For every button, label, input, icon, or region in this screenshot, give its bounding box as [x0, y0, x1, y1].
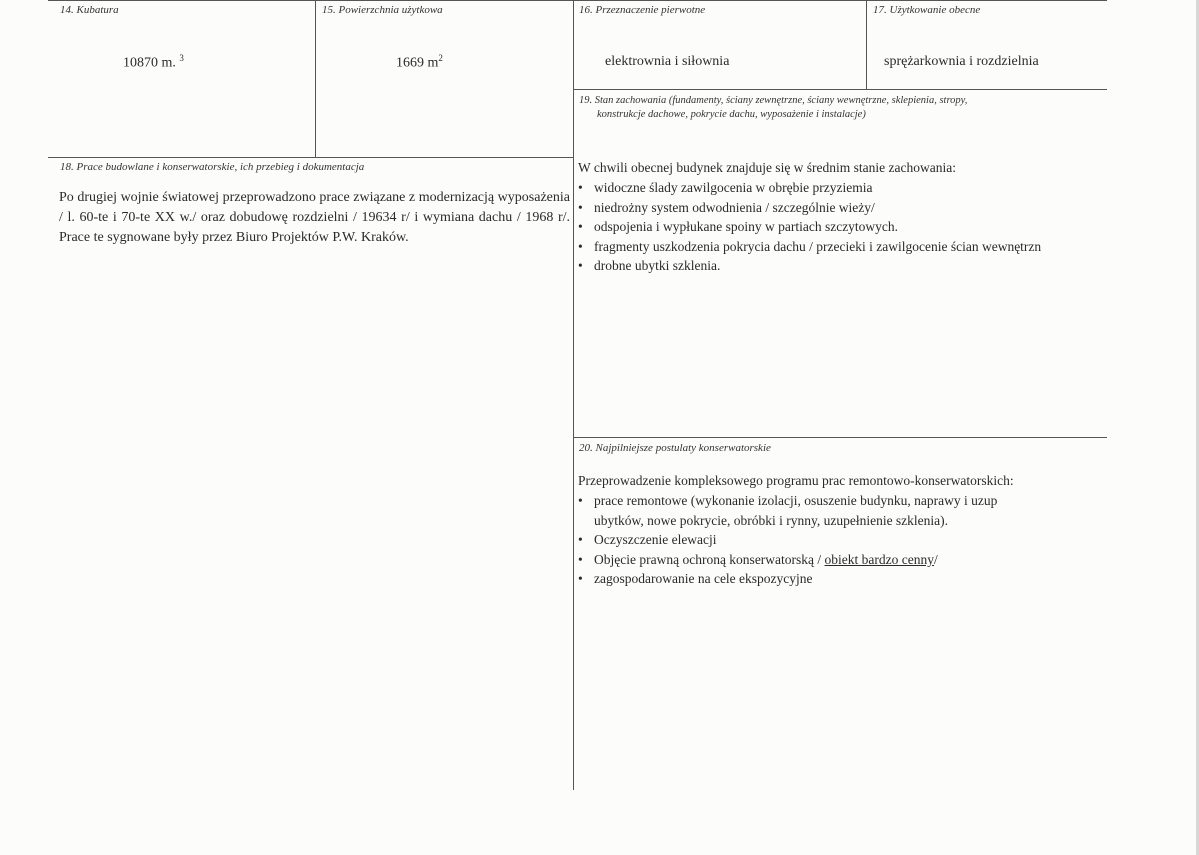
- field-20-label: 20. Najpilniejsze postulaty konserwatorskie: [579, 442, 771, 454]
- field-19-label-line1: 19. Stan zachowania (fundamenty, ściany zewnętrzne, ściany wewnętrzne, sklepienia, stropy,: [579, 95, 968, 106]
- field-16-label: 16. Przeznaczenie pierwotne: [579, 4, 706, 16]
- state-list: [574, 178, 1106, 276]
- state-item: • niedrożny system odwodnienia / szczególnie wieży/: [574, 198, 1106, 218]
- divider-14-15: [315, 0, 316, 157]
- postulate-item: [574, 491, 1106, 530]
- postulate-item-3-text: Objęcie prawną ochroną konserwatorską /: [594, 551, 825, 567]
- state-item: • fragmenty uszkodzenia pokrycia dachu / przecieki i zawilgocenie ścian wewnętrzn: [574, 237, 1106, 257]
- postulate-item: • Oczyszczenie elewacji: [574, 530, 1106, 550]
- postulates-intro: Przeprowadzenie kompleksowego programu prac remontowo-konserwatorskich:: [578, 473, 1014, 488]
- state-item: • drobne ubytki szklenia.: [574, 256, 1106, 276]
- divider-main: [573, 0, 574, 790]
- field-15-value: [396, 53, 443, 72]
- field-15-label: 15. Powierzchnia użytkowa: [322, 4, 443, 16]
- top-border: [48, 0, 1107, 1]
- kubatura-value: 10870 m.: [123, 55, 176, 71]
- field-16-value: elektrownia i siłownia: [605, 54, 730, 69]
- field-17-value: sprężarkownia i rozdzielnia: [884, 54, 1039, 69]
- divider-16-17: [866, 0, 867, 89]
- kubatura-unit-sup: 3: [179, 53, 184, 63]
- state-intro: W chwili obecnej budynek znajduje się w średnim stanie zachowania:: [578, 160, 956, 175]
- field-17-label: 17. Użytkowanie obecne: [873, 4, 981, 16]
- rule-above-19: [573, 89, 1107, 90]
- field-18-text: Po drugiej wojnie światowej przeprowadzono prace związane z modernizacją wyposażenia / l. 60-te i 70-te XX w./ oraz dobudowę rozdzielni / 19634 r/ i wymiana dachu / 1968 r/. Prace te sygnowane były przez Biuro Projektów P.W. Kraków.: [59, 190, 570, 245]
- postulate-item-3-end: /: [934, 551, 938, 567]
- area-unit-sup: 2: [438, 53, 443, 63]
- state-item: • widoczne ślady zawilgocenia w obrębie przyziemia: [574, 178, 1106, 198]
- postulate-item: [574, 550, 1106, 570]
- field-18-label: 18. Prace budowlane i konserwatorskie, ich przebieg i dokumentacja: [60, 161, 365, 173]
- field-14-value: [123, 53, 184, 72]
- postulate-item: • zagospodarowanie na cele ekspozycyjne: [574, 569, 1106, 589]
- rule-above-18: [48, 157, 573, 158]
- rule-above-20: [573, 437, 1107, 438]
- area-value: 1669 m: [396, 55, 439, 71]
- postulate-item-1-line2: ubytków, nowe pokrycie, obróbki i rynny, uzupełnienie szklenia).: [594, 512, 949, 528]
- state-item: • odspojenia i wypłukane spoiny w partiach szczytowych.: [574, 217, 1106, 237]
- postulate-item-1-line1: prace remontowe (wykonanie izolacji, osuszenie budynku, naprawy i uzup: [594, 493, 998, 508]
- field-19-label-line2: konstrukcje dachowe, pokrycie dachu, wyposażenie i instalacje): [597, 109, 866, 120]
- field-14-label: 14. Kubatura: [60, 4, 119, 16]
- postulate-item-3-underlined: obiekt bardzo cenny: [824, 551, 935, 567]
- postulates-list: [574, 491, 1106, 589]
